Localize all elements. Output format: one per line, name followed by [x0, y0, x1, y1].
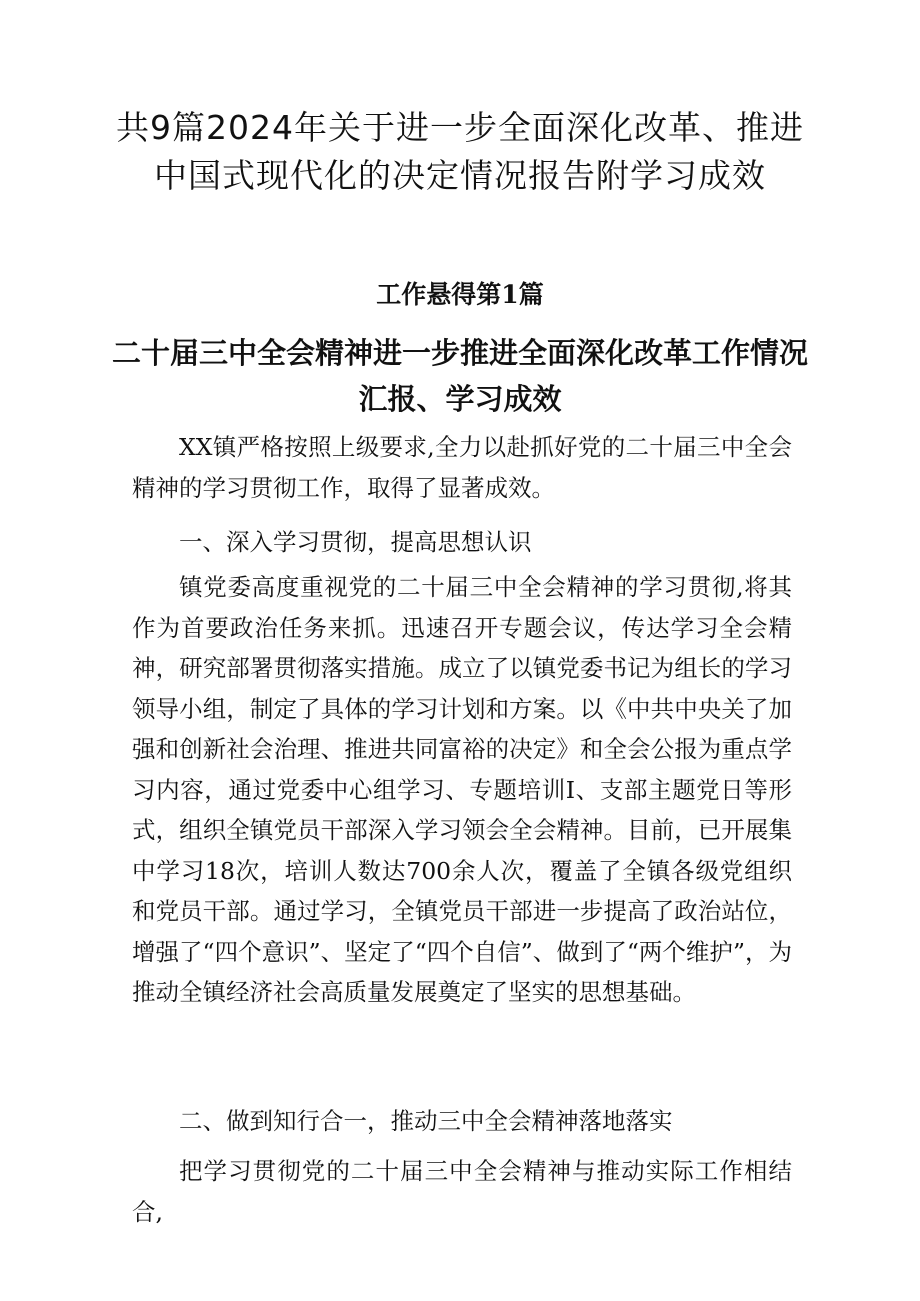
document-title: 共9篇2024年关于进一步全面深化改革、推进中国式现代化的决定情况报告附学习成效	[116, 108, 804, 195]
section-heading-1: 一、深入学习贯彻，提高思想认识	[179, 528, 532, 556]
section-heading-2: 二、做到知行合一，推动三中全会精神落地落实	[179, 1107, 673, 1135]
report-subtitle: 二十届三中全会精神进一步推进全面深化改革工作情况汇报、学习成效	[111, 336, 808, 416]
section-body-1: 镇党委高度重视党的二十届三中全会精神的学习贯彻,将其作为首要政治任务来抓。迅速召开专题会议，传达学习全会精神，研究部署贯彻落实措施。成立了以镇党委书记为组长的学习领导小组，制定了具体的学习计划和方案。以《中共中央关了加强和创新社会治理、推进共同富裕的决定》和全会公报为重点学习内容，通过党委中心组学习、专题培训I、支部主题党日等形式，组织全镇党员干部深入学习领会全会精神。目前，已开展集中学习18次，培训人数达700余人次，覆盖了全镇各级党组织和党员干部。通过学习，全镇党员干部进一步提高了政治站位，增强了“四个意识”、坚定了“四个自信”、做到了“两个维护”，为推动全镇经济社会高质量发展奠定了坚实的思想基础。	[132, 573, 792, 1006]
section-body-2: 把学习贯彻党的二十届三中全会精神与推动实际工作相结合,	[132, 1157, 792, 1226]
part-label: 工作悬得第1篇	[376, 280, 544, 309]
intro-paragraph: XX镇严格按照上级要求,全力以赴抓好党的二十届三中全会精神的学习贯彻工作，取得了显著成效。	[132, 433, 792, 502]
